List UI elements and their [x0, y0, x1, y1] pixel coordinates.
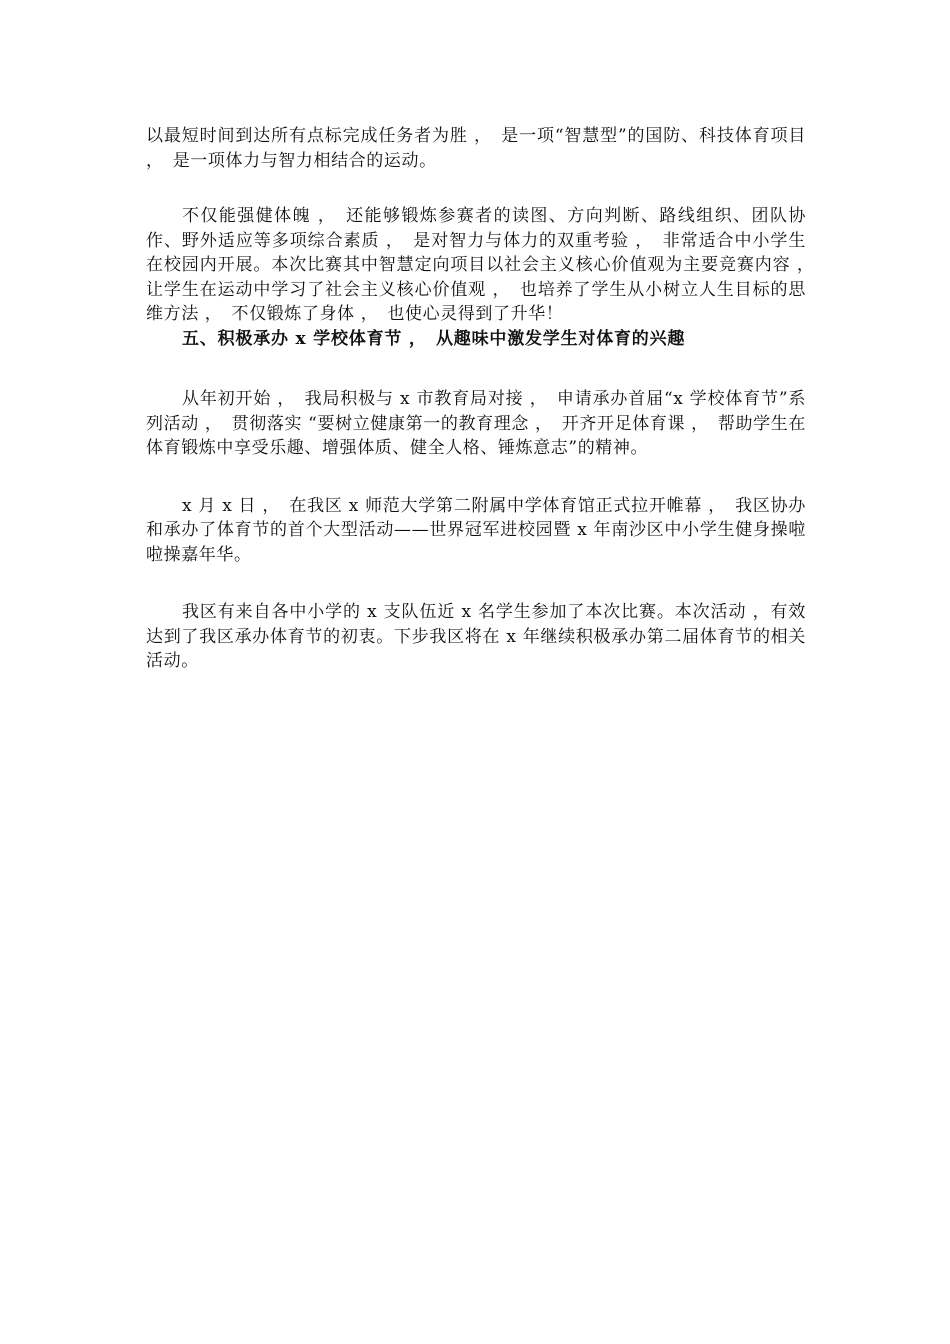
paragraph-3: 从年初开始 ， 我局积极与 x 市教育局对接 ， 申请承办首届“x 学校体育节”系列活动 ， 贯彻落实 “要树立健康第一的教育理念 ， 开齐开足体育课 ， 帮助学生在体育锻炼中享受乐趣、增强体质、健全人格、锤炼意志”的精神。 [146, 389, 806, 458]
paragraph-2: 不仅能强健体魄 ， 还能够锻炼参赛者的读图、方向判断、路线组织、团队协作、野外适应等多项综合素质 ， 是对智力与体力的双重考验 ， 非常适合中小学生在校园内开展。本次比赛其中智慧定向项目以社会主义核心价值观为主要竞赛内容 ， 让学生在运动中学习了社会主义核心价值观 ， 也培养了学生从小树立人生目标的思维方法 ， 不仅锻炼了身体 ， 也使心灵得到了升华！ [146, 206, 824, 324]
paragraph-1: 以最短时间到达所有点标完成任务者为胜 ， 是一项“智慧型”的国防、科技体育项目 ， 是一项体力与智力相结合的运动。 [146, 126, 806, 171]
paragraph-5: 我区有来自各中小学的 x 支队伍近 x 名学生参加了本次比赛。本次活动 ，有效达到了我区承办体育节的初衷。下步我区将在 x 年继续积极承办第二届体育节的相关活动。 [146, 602, 806, 671]
document-page [146, 124, 824, 674]
section-heading-5: 五、积极承办 x 学校体育节 ， 从趣味中激发学生对体育的兴趣 [182, 328, 686, 349]
paragraph-4: x 月 x 日 ， 在我区 x 师范大学第二附属中学体育馆正式拉开帷幕 ， 我区协办和承办了体育节的首个大型活动——世界冠军进校园暨 x 年南沙区中小学生健身操啦啦操嘉年华。 [146, 495, 806, 565]
